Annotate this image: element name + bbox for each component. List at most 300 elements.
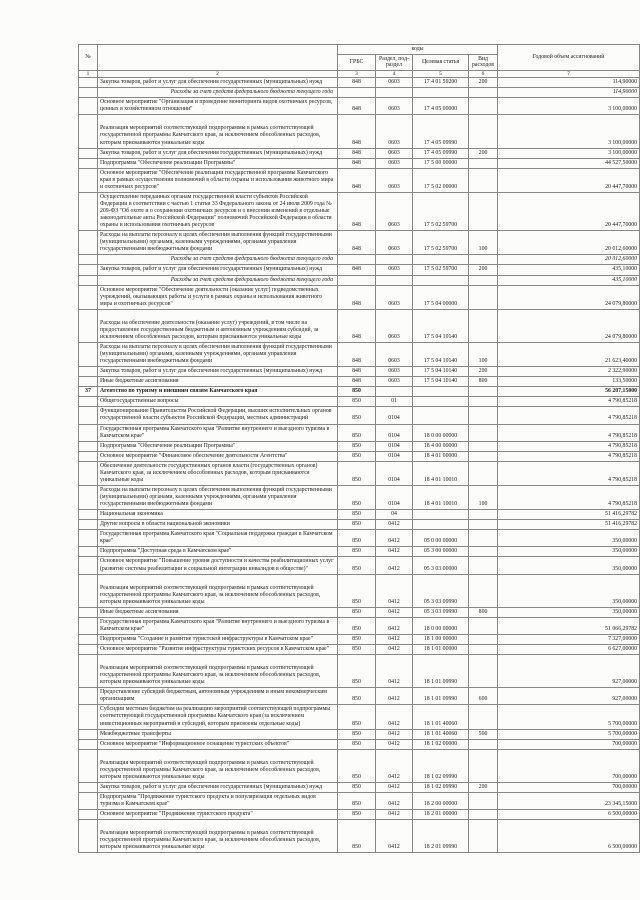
table-row xyxy=(79,98,640,115)
row-amount: 6 500,00000 xyxy=(498,820,640,853)
row-name: Основное мероприятие "Повышение уровня доступности и качества реабилитационных услуг (развитие системы реабилитации и социальной интеграции инвалидов в обществе)" xyxy=(98,557,338,574)
table-row xyxy=(79,645,640,655)
row-number xyxy=(79,275,98,285)
row-grbs: 848 xyxy=(338,168,376,192)
row-number xyxy=(79,792,98,809)
col-header-name xyxy=(98,45,338,71)
row-number xyxy=(79,148,98,158)
row-grbs: 850 xyxy=(338,520,376,530)
row-name: Расходы за счет средств федерального бюджета текущего года xyxy=(98,88,338,98)
row-section xyxy=(376,387,413,397)
row-expense-type xyxy=(469,98,498,115)
row-grbs: 850 xyxy=(338,574,376,607)
table-row xyxy=(79,520,640,530)
row-name: Межбюджетные трансферты xyxy=(98,729,338,739)
row-amount: 700,00000 xyxy=(498,749,640,782)
row-amount: 3 100,00000 xyxy=(498,98,640,115)
row-section: 04 xyxy=(376,510,413,520)
row-number xyxy=(79,688,98,705)
row-section: 0104 xyxy=(376,441,413,451)
row-amount: 51 066,29782 xyxy=(498,617,640,634)
row-amount: 20 447,70000 xyxy=(498,168,640,192)
table-row xyxy=(79,510,640,520)
table-row xyxy=(79,158,640,168)
row-section: 0104 xyxy=(376,461,413,485)
table-row xyxy=(79,285,640,309)
row-section: 0412 xyxy=(376,792,413,809)
row-amount: 24 079,80000 xyxy=(498,309,640,342)
row-expense-type xyxy=(469,530,498,547)
row-name: Основное мероприятие "Организация и проведение мониторинга видов охотничьих ресурсов, ценных в хозяйственном отношении" xyxy=(98,98,338,115)
row-target-article: 18 4 01 10010 xyxy=(413,485,469,509)
row-name: Закупка товаров, работ и услуг для обеспечения государственных (муниципальных) нужд xyxy=(98,148,338,158)
row-grbs xyxy=(338,255,376,265)
row-target-article: 18 0 00 00000 xyxy=(413,424,469,441)
row-expense-type xyxy=(469,617,498,634)
row-amount: 4 790,85218 xyxy=(498,461,640,485)
row-number xyxy=(79,285,98,309)
row-name: Расходы за счет средств федерального бюджета текущего года xyxy=(98,255,338,265)
table-row xyxy=(79,192,640,230)
row-section: 0412 xyxy=(376,520,413,530)
table-row xyxy=(79,231,640,255)
row-number: 37 xyxy=(79,387,98,397)
row-section: 0603 xyxy=(376,265,413,275)
row-section xyxy=(376,255,413,265)
row-target-article: 18 4 01 00000 xyxy=(413,451,469,461)
row-grbs: 850 xyxy=(338,485,376,509)
row-number xyxy=(79,645,98,655)
row-name: Функционирование Правительства Российской Федерации, высших исполнительных органов государственной власти субъектов Российской Федерации, местных администраций xyxy=(98,407,338,424)
row-expense-type: 100 xyxy=(469,485,498,509)
row-name: Предоставление субсидий бюджетным, автономным учреждениям и иным некоммерческим организациям xyxy=(98,688,338,705)
row-expense-type xyxy=(469,510,498,520)
column-number-row xyxy=(79,70,640,77)
row-grbs: 850 xyxy=(338,749,376,782)
row-amount: 23 345,15000 xyxy=(498,792,640,809)
row-expense-type xyxy=(469,520,498,530)
row-amount: 700,00000 xyxy=(498,782,640,792)
row-name: Другие вопросы в области национальной экономики xyxy=(98,520,338,530)
row-expense-type xyxy=(469,285,498,309)
table-row xyxy=(79,739,640,749)
row-expense-type xyxy=(469,192,498,230)
row-number xyxy=(79,810,98,820)
row-expense-type xyxy=(469,810,498,820)
row-name: Основное мероприятие "Обеспечение деятельности (оказание услуг) подведомственных учреждений, оказывающих работы и услуги в рамках охраны и использования животного мира и охотничьих ресурсов" xyxy=(98,285,338,309)
row-expense-type xyxy=(469,309,498,342)
row-name: Реализация мероприятий соответствующей подпрограммы в рамках соответствующей государственной программы Камчатского края, за исключением обособленных расходов, которым присваиваются уникальные коды xyxy=(98,655,338,688)
row-grbs: 850 xyxy=(338,530,376,547)
row-section xyxy=(376,275,413,285)
row-grbs: 850 xyxy=(338,387,376,397)
table-row xyxy=(79,441,640,451)
row-amount: 700,00000 xyxy=(498,739,640,749)
table-row xyxy=(79,265,640,275)
row-grbs: 848 xyxy=(338,148,376,158)
row-grbs: 850 xyxy=(338,645,376,655)
row-section: 0603 xyxy=(376,98,413,115)
row-target-article: 18 1 02 09990 xyxy=(413,749,469,782)
row-amount: 114,90000 xyxy=(498,78,640,88)
row-target-article: 18 1 01 00000 xyxy=(413,645,469,655)
row-target-article: 18 1 01 40060 xyxy=(413,705,469,729)
row-number xyxy=(79,367,98,377)
row-number xyxy=(79,407,98,424)
row-target-article xyxy=(413,520,469,530)
row-amount: 350,00000 xyxy=(498,607,640,617)
row-expense-type xyxy=(469,820,498,853)
row-section: 0104 xyxy=(376,424,413,441)
row-grbs: 850 xyxy=(338,451,376,461)
row-target-article: 18 4 01 10010 xyxy=(413,461,469,485)
row-amount: 20 447,70000 xyxy=(498,192,640,230)
row-target-article: 17 5 04 10140 xyxy=(413,367,469,377)
row-expense-type xyxy=(469,387,498,397)
row-section: 0412 xyxy=(376,557,413,574)
table-row xyxy=(79,634,640,644)
row-expense-type: 800 xyxy=(469,377,498,387)
row-expense-type xyxy=(469,275,498,285)
row-amount: 4 790,85218 xyxy=(498,485,640,509)
row-grbs: 850 xyxy=(338,634,376,644)
col-number-2: 2 xyxy=(98,70,338,77)
row-target-article: 18 1 01 09990 xyxy=(413,688,469,705)
row-target-article: 17 4 05 09990 xyxy=(413,148,469,158)
row-amount: 3 100,00000 xyxy=(498,115,640,148)
row-grbs: 848 xyxy=(338,78,376,88)
row-number xyxy=(79,530,98,547)
row-grbs: 850 xyxy=(338,688,376,705)
row-number xyxy=(79,192,98,230)
row-amount: 4 790,85218 xyxy=(498,397,640,407)
row-section: 0603 xyxy=(376,309,413,342)
row-number xyxy=(79,739,98,749)
row-section: 0412 xyxy=(376,688,413,705)
row-target-article: 17 5 04 00000 xyxy=(413,285,469,309)
row-amount: 24 079,80000 xyxy=(498,285,640,309)
table-row xyxy=(79,148,640,158)
row-expense-type xyxy=(469,739,498,749)
row-number xyxy=(79,158,98,168)
row-target-article: 18 1 02 09990 xyxy=(413,782,469,792)
row-name: Закупка товаров, работ и услуг для обеспечения государственных (муниципальных) нужд xyxy=(98,367,338,377)
row-name: Расходы на выплаты персоналу в целях обеспечения выполнения функций государственными (муниципальными) органами, казенными учреждениями, органами управления государственными внебюджетными фондами xyxy=(98,485,338,509)
row-number xyxy=(79,168,98,192)
row-amount: 51 416,29782 xyxy=(498,520,640,530)
row-amount: 44 527,50000 xyxy=(498,158,640,168)
row-expense-type xyxy=(469,407,498,424)
row-section: 0412 xyxy=(376,729,413,739)
row-section: 0603 xyxy=(376,231,413,255)
row-target-article: 18 1 01 40060 xyxy=(413,729,469,739)
table-row xyxy=(79,705,640,729)
table-body xyxy=(79,78,640,853)
table-row xyxy=(79,407,640,424)
row-expense-type: 100 xyxy=(469,231,498,255)
row-number xyxy=(79,441,98,451)
table-row xyxy=(79,397,640,407)
row-expense-type: 200 xyxy=(469,78,498,88)
row-name: Расходы на обеспечение деятельности (оказание услуг) учреждений, в том числе на предоставление государственным бюджетным и автономным учреждениям субсидий, за исключением обособленных расходов, которым присваиваются уникальные коды xyxy=(98,309,338,342)
row-name: Общегосударственные вопросы xyxy=(98,397,338,407)
row-amount: 350,00000 xyxy=(498,530,640,547)
row-number xyxy=(79,115,98,148)
col-number-7: 7 xyxy=(498,70,640,77)
table-row xyxy=(79,88,640,98)
col-header-section: Раздел, под-раздел xyxy=(376,54,413,70)
row-number xyxy=(79,485,98,509)
row-grbs: 850 xyxy=(338,397,376,407)
row-expense-type: 200 xyxy=(469,148,498,158)
row-target-article: 17 5 02 59700 xyxy=(413,265,469,275)
row-target-article: 18 2 01 09990 xyxy=(413,820,469,853)
row-name: Подпрограмма "Создание и развитие туристской инфраструктуры в Камчатском крае" xyxy=(98,634,338,644)
row-amount: 4 790,85218 xyxy=(498,424,640,441)
row-target-article: 05 0 00 00000 xyxy=(413,530,469,547)
row-number xyxy=(79,820,98,853)
row-section: 0104 xyxy=(376,451,413,461)
row-expense-type xyxy=(469,655,498,688)
row-expense-type xyxy=(469,574,498,607)
row-grbs: 848 xyxy=(338,158,376,168)
row-section: 0104 xyxy=(376,407,413,424)
row-name: Национальная экономика xyxy=(98,510,338,520)
row-name: Государственная программа Камчатского края "Развитие внутреннего и выездного туризма в Камчатском крае" xyxy=(98,617,338,634)
row-amount: 350,00000 xyxy=(498,574,640,607)
col-header-grbs: ГРБС xyxy=(338,54,376,70)
row-amount: 21 623,40000 xyxy=(498,342,640,366)
row-section xyxy=(376,88,413,98)
row-grbs: 850 xyxy=(338,655,376,688)
row-grbs: 850 xyxy=(338,705,376,729)
table-row xyxy=(79,451,640,461)
table-row xyxy=(79,342,640,366)
row-number xyxy=(79,782,98,792)
row-section: 0412 xyxy=(376,820,413,853)
row-grbs: 848 xyxy=(338,309,376,342)
row-amount: 350,00000 xyxy=(498,557,640,574)
col-header-number: № xyxy=(79,45,98,71)
row-expense-type xyxy=(469,645,498,655)
row-target-article: 17 5 02 00000 xyxy=(413,168,469,192)
row-grbs: 848 xyxy=(338,367,376,377)
row-grbs: 848 xyxy=(338,231,376,255)
row-expense-type xyxy=(469,634,498,644)
row-target-article: 17 5 02 59700 xyxy=(413,231,469,255)
row-expense-type: 200 xyxy=(469,782,498,792)
budget-table-sheet xyxy=(78,44,639,853)
row-expense-type xyxy=(469,397,498,407)
table-row xyxy=(79,729,640,739)
row-name: Основное мероприятие "Продвижение туристского продукта" xyxy=(98,810,338,820)
row-target-article: 17 5 00 00000 xyxy=(413,158,469,168)
col-number-5: 5 xyxy=(413,70,469,77)
row-number xyxy=(79,749,98,782)
row-section: 0412 xyxy=(376,574,413,607)
row-target-article: 18 1 02 00000 xyxy=(413,739,469,749)
row-expense-type xyxy=(469,255,498,265)
row-section: 0412 xyxy=(376,530,413,547)
row-number xyxy=(79,231,98,255)
row-name: Закупка товаров, работ и услуг для обеспечения государственных (муниципальных) нужд xyxy=(98,265,338,275)
row-grbs: 848 xyxy=(338,285,376,309)
row-section: 0412 xyxy=(376,782,413,792)
table-row xyxy=(79,820,640,853)
row-target-article xyxy=(413,275,469,285)
row-amount: 435,10000 xyxy=(498,275,640,285)
row-grbs: 850 xyxy=(338,407,376,424)
row-number xyxy=(79,397,98,407)
row-section: 0412 xyxy=(376,645,413,655)
row-number xyxy=(79,729,98,739)
row-amount: 6 627,00000 xyxy=(498,645,640,655)
budget-appropriations-table xyxy=(78,44,640,853)
row-name: Государственная программа Камчатского края "Развитие внутреннего и выездного туризма в Камчатском крае" xyxy=(98,424,338,441)
row-section: 0412 xyxy=(376,617,413,634)
row-number xyxy=(79,617,98,634)
row-name: Основное мероприятие "Информационное оснащение туристских объектов" xyxy=(98,739,338,749)
col-number-3: 3 xyxy=(338,70,376,77)
table-row xyxy=(79,792,640,809)
row-grbs: 850 xyxy=(338,792,376,809)
row-number xyxy=(79,574,98,607)
row-name: Реализация мероприятий соответствующей подпрограммы в рамках соответствующей государственной программы Камчатского края, за исключением обособленных расходов, которым присваиваются уникальные коды xyxy=(98,115,338,148)
row-name: Расходы на выплаты персоналу в целях обеспечения выполнения функций государственными (муниципальными) органами, казенными учреждениями, органами управления государственными внебюджетными фондами xyxy=(98,231,338,255)
row-number xyxy=(79,557,98,574)
row-section: 0412 xyxy=(376,634,413,644)
row-target-article: 18 1 01 09990 xyxy=(413,655,469,688)
row-grbs: 850 xyxy=(338,510,376,520)
row-amount: 5 700,00000 xyxy=(498,705,640,729)
row-number xyxy=(79,655,98,688)
row-number xyxy=(79,377,98,387)
row-amount: 927,00000 xyxy=(498,688,640,705)
row-section: 0603 xyxy=(376,377,413,387)
row-number xyxy=(79,607,98,617)
row-amount: 20 012,60000 xyxy=(498,255,640,265)
row-name: Расходы за счет средств федерального бюджета текущего года xyxy=(98,275,338,285)
table-row xyxy=(79,557,640,574)
row-name: Осуществление переданных органам государственной власти субъектов Российской Федерации в соответствии с частью 1 статьи 33 Федерального закона от 24 июля 2009 года № 209-ФЗ "Об охоте и о сохранении охотничьих ресурсов и о внесении изменений в отдельные законодательные акты Российской Федерации" полномочий Российской Федерации в области охраны и использования охотничьих ресурсов xyxy=(98,192,338,230)
row-name: Реализация мероприятий соответствующей подпрограммы в рамках соответствующей государственной программы Камчатского края, за исключением обособленных расходов, которым присваиваются уникальные коды xyxy=(98,820,338,853)
row-section: 0412 xyxy=(376,705,413,729)
row-number xyxy=(79,520,98,530)
row-expense-type: 100 xyxy=(469,342,498,366)
table-row xyxy=(79,377,640,387)
row-name: Субсидии местным бюджетам на реализацию мероприятий соответствующей подпрограммы соответствующей государственной программы Камчатского края (за исключением инвестиционных мероприятий и субсидий, которым присвоены отдельные коды) xyxy=(98,705,338,729)
table-row xyxy=(79,387,640,397)
row-target-article: 17 5 04 10140 xyxy=(413,309,469,342)
row-grbs: 850 xyxy=(338,617,376,634)
row-grbs xyxy=(338,275,376,285)
row-target-article: 18 4 00 00000 xyxy=(413,441,469,451)
row-expense-type: 500 xyxy=(469,729,498,739)
col-number-6: 6 xyxy=(469,70,498,77)
row-amount: 51 416,29782 xyxy=(498,510,640,520)
row-number xyxy=(79,424,98,441)
row-name: Агентство по туризму и внешним связям Камчатского края xyxy=(98,387,338,397)
row-grbs: 850 xyxy=(338,547,376,557)
row-grbs: 850 xyxy=(338,424,376,441)
row-grbs: 848 xyxy=(338,192,376,230)
row-grbs: 848 xyxy=(338,377,376,387)
table-row xyxy=(79,530,640,547)
row-grbs xyxy=(338,88,376,98)
table-row xyxy=(79,607,640,617)
row-target-article: 17 5 04 10140 xyxy=(413,377,469,387)
row-name: Государственная программа Камчатского края "Социальная поддержка граждан в Камчатском крае" xyxy=(98,530,338,547)
row-target-article xyxy=(413,397,469,407)
row-name: Основное мероприятие "Обеспечение реализации государственной программы Камчатского края в рамках осуществления полномочий в области охраны и использования животного мира и охотничьих ресурсов" xyxy=(98,168,338,192)
row-target-article: 17 4 05 09990 xyxy=(413,115,469,148)
row-amount: 7 327,00000 xyxy=(498,634,640,644)
row-name: Основное мероприятие "Развитие инфраструктуры туристских ресурсов в Камчатском крае" xyxy=(98,645,338,655)
row-grbs: 850 xyxy=(338,810,376,820)
row-target-article: 18 0 00 00000 xyxy=(413,617,469,634)
table-row xyxy=(79,655,640,688)
row-amount: 20 012,60000 xyxy=(498,231,640,255)
row-grbs: 848 xyxy=(338,342,376,366)
row-section: 0603 xyxy=(376,115,413,148)
row-number xyxy=(79,98,98,115)
col-number-4: 4 xyxy=(376,70,413,77)
row-target-article: 05 3 03 00000 xyxy=(413,557,469,574)
col-header-target-article: Целевая статья xyxy=(413,54,469,70)
row-number xyxy=(79,547,98,557)
col-group-codes: коды xyxy=(338,45,498,55)
row-expense-type xyxy=(469,168,498,192)
row-target-article: 17 5 04 10140 xyxy=(413,342,469,366)
row-grbs: 850 xyxy=(338,557,376,574)
row-section: 0603 xyxy=(376,192,413,230)
row-target-article: 18 1 00 00000 xyxy=(413,634,469,644)
row-grbs: 850 xyxy=(338,729,376,739)
row-number xyxy=(79,705,98,729)
table-row xyxy=(79,749,640,782)
row-name: Иные бюджетные ассигнования xyxy=(98,607,338,617)
row-target-article: 18 2 01 00000 xyxy=(413,810,469,820)
row-number xyxy=(79,78,98,88)
row-grbs: 848 xyxy=(338,98,376,115)
row-name: Обеспечение деятельности государственных органов власти (государственных органов) Камчатского края, за исключением обособленных расходов, которым присваиваются уникальные коды xyxy=(98,461,338,485)
row-grbs: 848 xyxy=(338,115,376,148)
row-expense-type: 600 xyxy=(469,688,498,705)
row-target-article xyxy=(413,407,469,424)
row-section: 0603 xyxy=(376,158,413,168)
row-expense-type xyxy=(469,557,498,574)
table-row xyxy=(79,688,640,705)
row-number xyxy=(79,342,98,366)
table-row xyxy=(79,782,640,792)
row-section: 0603 xyxy=(376,285,413,309)
row-section: 0412 xyxy=(376,655,413,688)
row-amount: 4 790,85218 xyxy=(498,441,640,451)
row-section: 0104 xyxy=(376,485,413,509)
row-name: Закупка товаров, работ и услуг для обеспечения государственных (муниципальных) нужд xyxy=(98,782,338,792)
row-number xyxy=(79,265,98,275)
row-name: Иные бюджетные ассигнования xyxy=(98,377,338,387)
row-expense-type xyxy=(469,115,498,148)
row-name: Реализация мероприятий соответствующей подпрограммы в рамках соответствующей государственной программы Камчатского края, за исключением обособленных расходов, которым присваиваются уникальные коды xyxy=(98,749,338,782)
table-row xyxy=(79,485,640,509)
col-number-1: 1 xyxy=(79,70,98,77)
row-amount: 3 100,00000 xyxy=(498,148,640,158)
row-number xyxy=(79,309,98,342)
row-amount: 2 322,90000 xyxy=(498,367,640,377)
row-expense-type xyxy=(469,547,498,557)
col-header-expense-type: Вид расходов xyxy=(469,54,498,70)
